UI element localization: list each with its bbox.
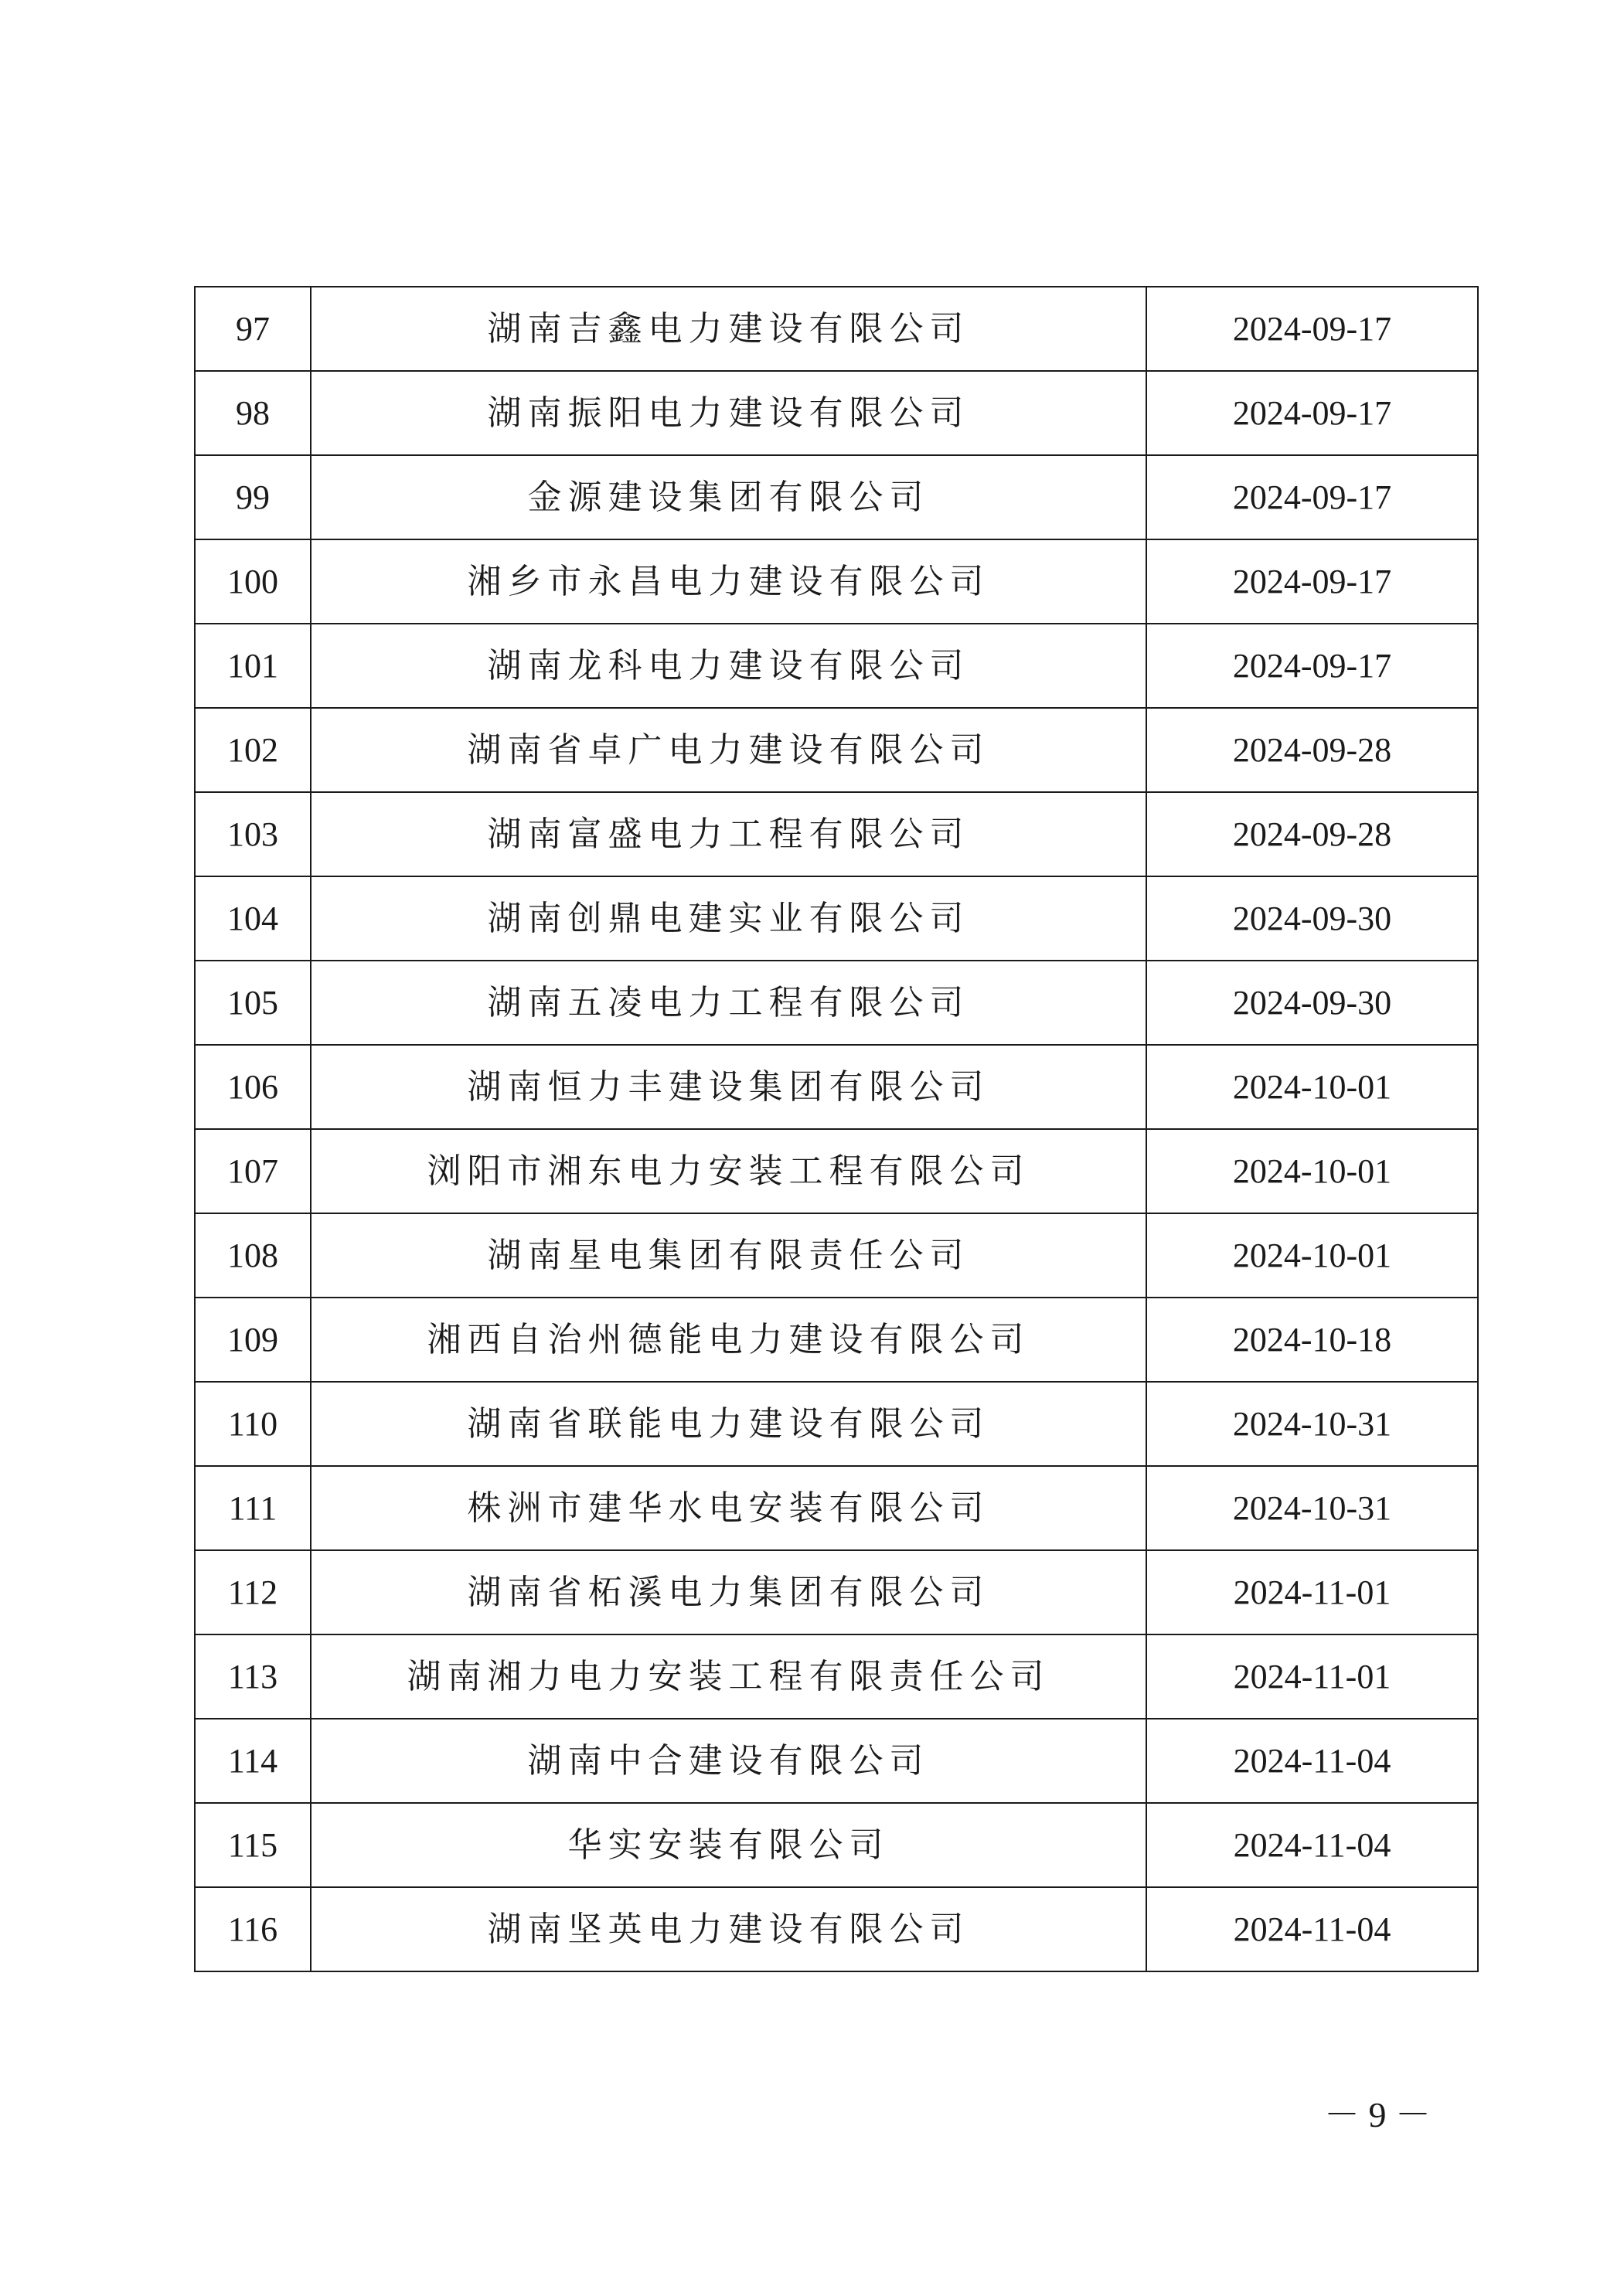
company-name: 华实安装有限公司 — [311, 1803, 1146, 1887]
table-row — [195, 539, 1478, 624]
approval-date: 2024-09-30 — [1146, 876, 1478, 961]
company-name: 浏阳市湘东电力安装工程有限公司 — [311, 1129, 1146, 1213]
company-name: 湖南省柘溪电力集团有限公司 — [311, 1550, 1146, 1634]
row-number: 107 — [195, 1129, 311, 1213]
approval-date: 2024-11-01 — [1146, 1550, 1478, 1634]
table-row — [195, 1298, 1478, 1382]
row-number: 104 — [195, 876, 311, 961]
table-row — [195, 1719, 1478, 1803]
table-row — [195, 961, 1478, 1045]
approval-date: 2024-10-01 — [1146, 1213, 1478, 1298]
company-name: 湖南省卓广电力建设有限公司 — [311, 708, 1146, 792]
row-number: 115 — [195, 1803, 311, 1887]
approval-date: 2024-10-18 — [1146, 1298, 1478, 1382]
company-name: 湖南五凌电力工程有限公司 — [311, 961, 1146, 1045]
row-number: 105 — [195, 961, 311, 1045]
company-name: 湖南坚英电力建设有限公司 — [311, 1887, 1146, 1971]
approval-date: 2024-11-04 — [1146, 1719, 1478, 1803]
table-row — [195, 371, 1478, 455]
approval-date: 2024-09-30 — [1146, 961, 1478, 1045]
row-number: 112 — [195, 1550, 311, 1634]
company-table-body — [195, 287, 1478, 1971]
approval-date: 2024-11-01 — [1146, 1634, 1478, 1719]
table-row — [195, 1887, 1478, 1971]
table-row — [195, 1213, 1478, 1298]
company-name: 湖南恒力丰建设集团有限公司 — [311, 1045, 1146, 1129]
company-name: 湖南湘力电力安装工程有限责任公司 — [311, 1634, 1146, 1719]
row-number: 109 — [195, 1298, 311, 1382]
row-number: 116 — [195, 1887, 311, 1971]
table-row — [195, 1045, 1478, 1129]
row-number: 101 — [195, 624, 311, 708]
row-number: 98 — [195, 371, 311, 455]
table-row — [195, 792, 1478, 876]
company-name: 湘西自治州德能电力建设有限公司 — [311, 1298, 1146, 1382]
table-row — [195, 1550, 1478, 1634]
row-number: 103 — [195, 792, 311, 876]
page-number: － 9 － — [1324, 2095, 1431, 2134]
table-row — [195, 1466, 1478, 1550]
approval-date: 2024-09-28 — [1146, 708, 1478, 792]
company-name: 湖南创鼎电建实业有限公司 — [311, 876, 1146, 961]
approval-date: 2024-10-31 — [1146, 1466, 1478, 1550]
approval-date: 2024-09-28 — [1146, 792, 1478, 876]
approval-date: 2024-09-17 — [1146, 539, 1478, 624]
row-number: 106 — [195, 1045, 311, 1129]
company-name: 湖南吉鑫电力建设有限公司 — [311, 287, 1146, 371]
approval-date: 2024-10-31 — [1146, 1382, 1478, 1466]
approval-date: 2024-10-01 — [1146, 1045, 1478, 1129]
company-name: 湘乡市永昌电力建设有限公司 — [311, 539, 1146, 624]
table-row — [195, 1382, 1478, 1466]
approval-date: 2024-09-17 — [1146, 455, 1478, 539]
approval-date: 2024-09-17 — [1146, 287, 1478, 371]
company-name: 湖南振阳电力建设有限公司 — [311, 371, 1146, 455]
table-row — [195, 876, 1478, 961]
table-row — [195, 1803, 1478, 1887]
row-number: 114 — [195, 1719, 311, 1803]
table-row — [195, 1129, 1478, 1213]
row-number: 113 — [195, 1634, 311, 1719]
company-name: 湖南龙科电力建设有限公司 — [311, 624, 1146, 708]
row-number: 108 — [195, 1213, 311, 1298]
row-number: 97 — [195, 287, 311, 371]
table-row — [195, 287, 1478, 371]
approval-date: 2024-11-04 — [1146, 1803, 1478, 1887]
approval-date: 2024-11-04 — [1146, 1887, 1478, 1971]
approval-date: 2024-10-01 — [1146, 1129, 1478, 1213]
company-name: 金源建设集团有限公司 — [311, 455, 1146, 539]
table-row — [195, 624, 1478, 708]
company-name: 株洲市建华水电安装有限公司 — [311, 1466, 1146, 1550]
company-name: 湖南星电集团有限责任公司 — [311, 1213, 1146, 1298]
table-row — [195, 455, 1478, 539]
company-name: 湖南中合建设有限公司 — [311, 1719, 1146, 1803]
approval-date: 2024-09-17 — [1146, 624, 1478, 708]
approval-date: 2024-09-17 — [1146, 371, 1478, 455]
company-name: 湖南富盛电力工程有限公司 — [311, 792, 1146, 876]
row-number: 102 — [195, 708, 311, 792]
company-name: 湖南省联能电力建设有限公司 — [311, 1382, 1146, 1466]
row-number: 110 — [195, 1382, 311, 1466]
row-number: 111 — [195, 1466, 311, 1550]
row-number: 100 — [195, 539, 311, 624]
table-row — [195, 708, 1478, 792]
table-row — [195, 1634, 1478, 1719]
row-number: 99 — [195, 455, 311, 539]
company-table — [194, 286, 1479, 1972]
